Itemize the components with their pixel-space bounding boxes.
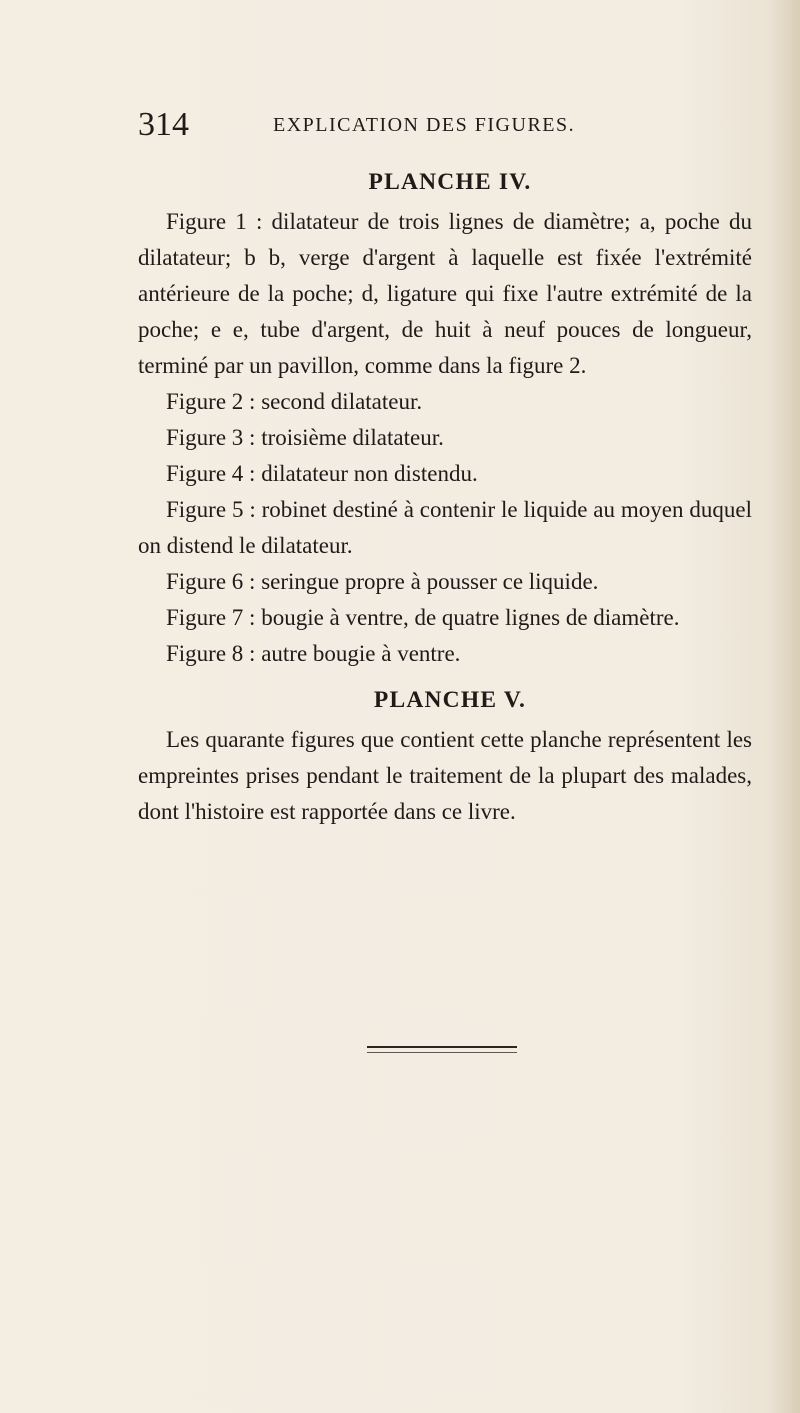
figure-1-description: Figure 1 : dilatateur de trois lignes de diamètre; a, poche du dilatateur; b b, verge d'argent à laquelle est fixée l'extrémité antérieure de la poche; d, ligature qui fixe l'autre extrémité de la poche; e e, tube d'argent, de huit à neuf pouces de longueur, terminé par un pavillon, comme dans la figure 2. xyxy=(138,209,752,378)
plate-5-description: Les quarante figures que contient cette planche représentent les empreintes prises pendant le traitement de la plupart des malades, dont l'histoire est rapportée dans ce livre. xyxy=(138,727,752,824)
running-head: EXPLICATION DES FIGURES. xyxy=(273,114,576,136)
figure-6-description: Figure 6 : seringue propre à pousser ce liquide. xyxy=(166,569,599,594)
page-number: 314 xyxy=(138,106,189,143)
page-header xyxy=(138,100,758,150)
plate-4-heading: PLANCHE IV. xyxy=(368,169,532,195)
figure-8-description: Figure 8 : autre bougie à ventre. xyxy=(166,641,461,666)
figure-4-description: Figure 4 : dilatateur non distendu. xyxy=(166,461,478,486)
figure-5-description: Figure 5 : robinet destiné à contenir le liquide au moyen duquel on distend le dilatateur. xyxy=(138,497,752,558)
plate-5-heading: PLANCHE V. xyxy=(373,687,527,713)
figure-3-description: Figure 3 : troisième dilatateur. xyxy=(166,425,444,450)
page-body xyxy=(138,160,752,830)
figure-2-description: Figure 2 : second dilatateur. xyxy=(166,389,423,414)
end-rule-divider xyxy=(367,1046,517,1053)
figure-7-description: Figure 7 : bougie à ventre, de quatre lignes de diamètre. xyxy=(166,605,680,630)
